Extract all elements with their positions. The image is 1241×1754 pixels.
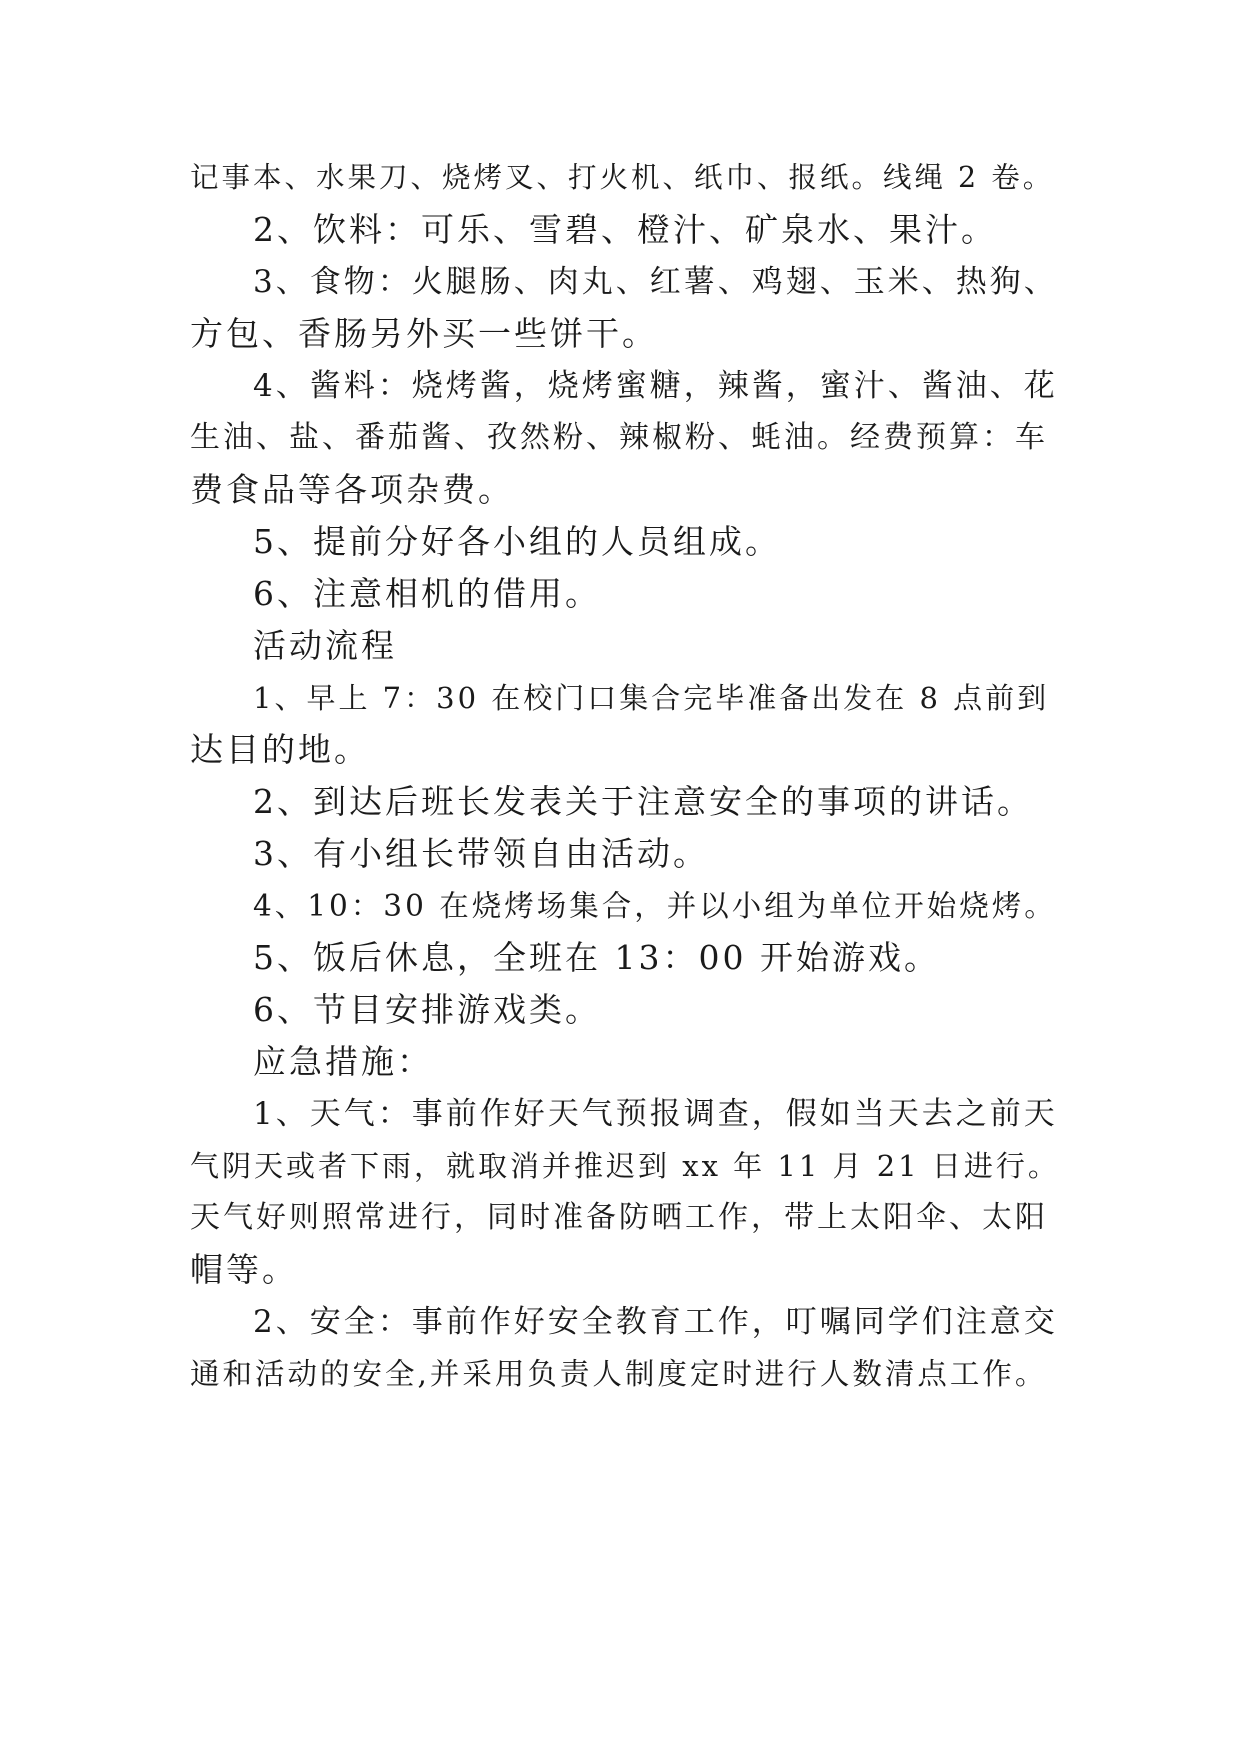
- text-line: 1、早上 7：30 在校门口集合完毕准备出发在 8 点前到: [253, 681, 1050, 715]
- section-heading: 应急措施：: [253, 1042, 433, 1081]
- text-line: 4、10：30 在烧烤场集合，并以小组为单位开始烧烤。: [253, 889, 1057, 923]
- text-line: 6、节目安排游戏类。: [253, 990, 601, 1029]
- text-line: 天气好则照常进行，同时准备防晒工作，带上太阳伞、太阳: [190, 1200, 1048, 1235]
- text-line: 2、到达后班长发表关于注意安全的事项的讲话。: [253, 782, 1033, 821]
- text-line: 达目的地。: [190, 730, 370, 769]
- text-line: 方包、香肠另外买一些饼干。: [190, 314, 658, 353]
- text-line: 生油、盐、番茄酱、孜然粉、辣椒粉、蚝油。经费预算：车: [190, 420, 1048, 455]
- section-heading: 活动流程: [253, 626, 397, 665]
- text-line: 6、注意相机的借用。: [253, 574, 601, 613]
- text-line: 气阴天或者下雨，就取消并推迟到 xx 年 11 月 21 日进行。: [190, 1149, 1060, 1183]
- text-line: 3、食物：火腿肠、肉丸、红薯、鸡翅、玉米、热狗、: [253, 264, 1058, 300]
- text-line: 5、提前分好各小组的人员组成。: [253, 522, 781, 561]
- text-line: 4、酱料：烧烤酱，烧烤蜜糖，辣酱，蜜汁、酱油、花: [253, 368, 1058, 404]
- text-line: 费食品等各项杂费。: [190, 470, 514, 509]
- text-line: 3、有小组长带领自由活动。: [253, 834, 709, 873]
- text-line: 记事本、水果刀、烧烤叉、打火机、纸巾、报纸。线绳 2 卷。: [190, 161, 1055, 194]
- text-line: 通和活动的安全,并采用负责人制度定时进行人数清点工作。: [190, 1357, 1048, 1391]
- text-line: 2、安全：事前作好安全教育工作，叮嘱同学们注意交: [253, 1304, 1058, 1340]
- text-line: 2、饮料：可乐、雪碧、橙汁、矿泉水、果汁。: [253, 210, 997, 249]
- text-line: 帽等。: [190, 1250, 298, 1289]
- text-line: 1、天气：事前作好天气预报调查，假如当天去之前天: [253, 1096, 1058, 1132]
- text-line: 5、饭后休息，全班在 13：00 开始游戏。: [253, 938, 940, 977]
